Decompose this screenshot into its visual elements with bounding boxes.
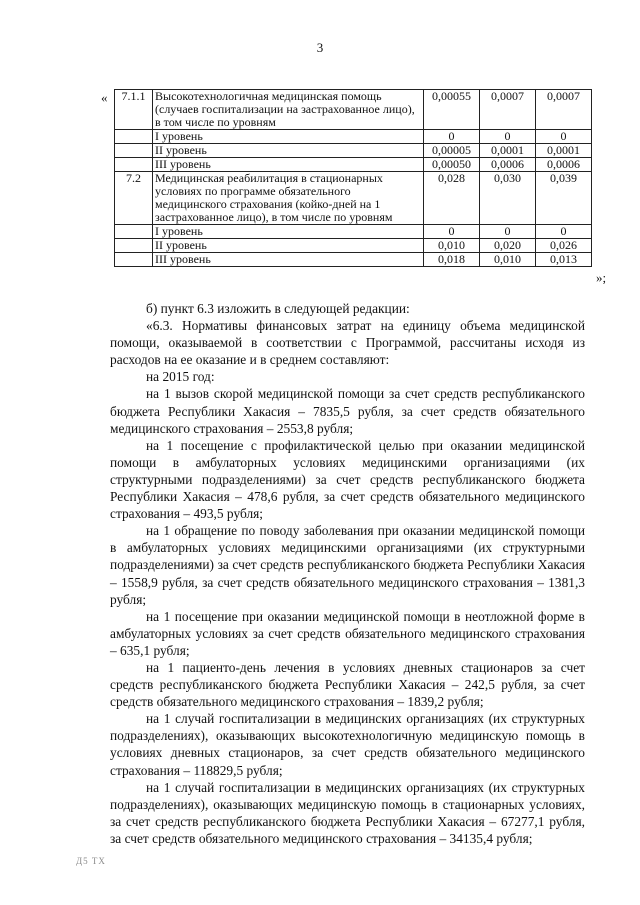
row-number [115,239,153,253]
row-number [115,225,153,239]
value-2017: 0 [536,130,592,144]
norms-table [114,89,592,267]
row-number [115,158,153,172]
value-2016: 0,0006 [480,158,536,172]
document-stamp: Д5 ТХ [76,856,106,866]
row-number [115,144,153,158]
value-2017: 0,013 [536,253,592,267]
row-number: 7.1.1 [115,90,153,130]
table-row [115,172,592,225]
paragraph-6-3: «6.3. Нормативы финансовых затрат на единицу объема медицинской помощи, оказываемой в соответствии с Программой, рассчитаны исходя из расходов на ее оказание и в среднем составляют: [110,318,585,368]
paragraph-day-hospital: на 1 пациенто-день лечения в условиях дневных стационаров за счет средств республиканского бюджета Республики Хакасия – 242,5 рубля, за счет средств обязательного медицинского страхования – 1839,2 рубля; [110,659,585,710]
row-name: III уровень [153,253,424,267]
table-row [115,90,592,130]
paragraph-disease-visit: на 1 обращение по поводу заболевания при оказании медицинской помощи в амбулаторных условиях медицинскими организациями (их структурными подразделениями) за счет средств республиканского бюджета Республики Хакасия – 1558,9 рубля, за счет средств обязательного медицинского страхования – 1381,3 рубля; [110,523,585,607]
paragraph-amendment: б) пункт 6.3 изложить в следующей редакции: [146,301,410,316]
row-name: III уровень [153,158,424,172]
row-name: Высокотехнологичная медицинская помощь (случаев госпитализации на застрахованное лицо), в том числе по уровням [153,90,424,130]
row-number: 7.2 [115,172,153,225]
value-2017: 0,0007 [536,90,592,130]
value-2015: 0 [424,130,480,144]
value-2015: 0,00050 [424,158,480,172]
value-2016: 0,0001 [480,144,536,158]
body-text [110,300,585,847]
paragraph-ambulance: на 1 вызов скорой медицинской помощи за счет средств республиканского бюджета Республики Хакасия – 7835,5 рубля, за счет средств обязательного медицинского страхования – 2553,8 рубля; [110,386,585,436]
row-number [115,253,153,267]
row-number [115,130,153,144]
table-row [115,253,592,267]
row-name: II уровень [153,144,424,158]
table-row [115,239,592,253]
value-2016: 0 [480,225,536,239]
opening-quote: « [101,90,108,105]
value-2015: 0,028 [424,172,480,225]
value-2017: 0,0006 [536,158,592,172]
value-2017: 0 [536,225,592,239]
value-2017: 0,026 [536,239,592,253]
row-name: II уровень [153,239,424,253]
paragraph-hi-tech-day: на 1 случай госпитализации в медицинских организациях (их структурных подразделениях), оказывающих высокотехнологичную медицинскую помощь в условиях дневных стационаров, за счет средств обязательного медицинского страхования – 118829,5 рубля; [110,711,585,778]
closing-quote: »; [596,270,607,285]
paragraph-urgent-visit: на 1 посещение при оказании медицинской помощи в неотложной форме в амбулаторных условиях за счет средств обязательного медицинского страхования – 635,1 рубля; [110,608,585,658]
value-2016: 0,020 [480,239,536,253]
value-2016: 0,030 [480,172,536,225]
value-2015: 0,018 [424,253,480,267]
row-name: Медицинская реабилитация в стационарных условиях по программе обязательного медицинского страхования (койко-дней на 1 застрахованное лицо), в том числе по уровням [153,172,424,225]
paragraph-year: на 2015 год: [146,369,215,385]
value-2017: 0,0001 [536,144,592,158]
table-row [115,130,592,144]
row-name: I уровень [153,130,424,144]
value-2015: 0,010 [424,239,480,253]
value-2016: 0,010 [480,253,536,267]
page-number: 3 [316,40,324,55]
table-row [115,158,592,172]
table-row [115,225,592,239]
value-2015: 0,00055 [424,90,480,130]
value-2016: 0,0007 [480,90,536,130]
paragraph-prophylactic-visit: на 1 посещение с профилактической целью при оказании медицинской помощи в амбулаторных условиях медицинскими организациями (их структурными подразделениями) за счет средств республиканского бюджета Республики Хакасия – 478,6 рубля, за счет средств обязательного медицинского страхования – 493,5 рубля; [110,437,585,522]
paragraph-inpatient: на 1 случай госпитализации в медицинских организациях (их структурных подразделениях), оказывающих медицинскую помощь в стационарных условиях, за счет средств республиканского бюджета Республики Хакасия – 67277,1 рубля, за счет средств обязательного медицинского страхования – 34135,4 рубля; [110,779,585,846]
value-2015: 0 [424,225,480,239]
row-name: I уровень [153,225,424,239]
value-2016: 0 [480,130,536,144]
value-2017: 0,039 [536,172,592,225]
value-2015: 0,00005 [424,144,480,158]
table-row [115,144,592,158]
